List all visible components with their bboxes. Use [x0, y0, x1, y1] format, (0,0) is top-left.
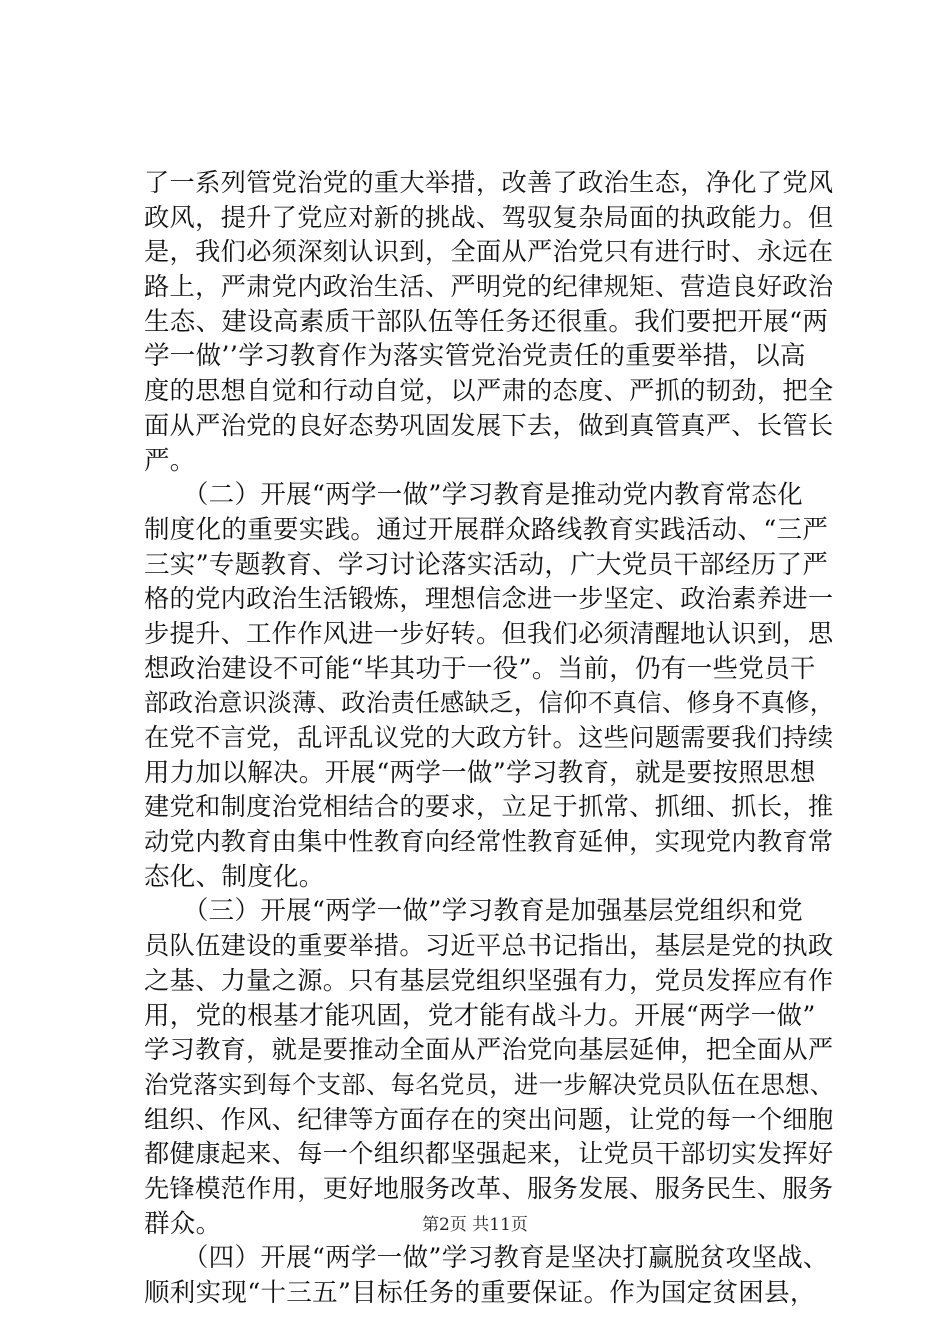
- text-line: 部政治意识淡薄、政治责任感缺乏，信仰不真信、修身不真修，: [144, 688, 835, 718]
- text-line: 态化、制度化。: [144, 861, 325, 892]
- text-line: 格的党内政治生活锻炼，理想信念进一步坚定、政治素养进一: [144, 584, 834, 614]
- text-line: 在党不言党，乱评乱议党的大政方针。这些问题需要我们持续: [144, 723, 834, 752]
- text-line: 学一做’’学习教育作为落实管党治党责任的重要举措，以高: [144, 341, 806, 372]
- text-line: 三实”专题教育、学习讨论落实活动，广大党员干部经历了严: [144, 549, 829, 580]
- text-line: （二）开展“两学一做”学习教育是推动党内教育常态化: [144, 480, 803, 511]
- text-line: （三）开展“两学一做”学习教育是加强基层党组织和党: [144, 896, 803, 927]
- text-line: 之基、力量之源。只有基层党组织坚强有力，党员发挥应有作: [144, 965, 834, 995]
- text-line: 治党落实到每个支部、每名党员，进一步解决党员队伍在思想、: [144, 1069, 835, 1099]
- text-line: 用，党的根基才能巩固，党才能有战斗力。开展“两学一做”: [144, 1000, 816, 1031]
- text-line: 是，我们必须深刻认识到，全面从严治党只有进行时、永远在: [144, 237, 834, 267]
- text-line: 员队伍建设的重要举措。习近平总书记指出，基层是党的执政: [144, 931, 834, 961]
- text-line: 都健康起来、每一个组织都坚强起来，让党员干部切实发挥好: [144, 1139, 834, 1169]
- text-line: 学习教育，就是要推动全面从严治党向基层延伸，把全面从严: [144, 1035, 834, 1065]
- text-line: 了一系列管党治党的重大举措，改善了政治生态，净化了党风: [144, 168, 834, 197]
- text-line: 用力加以解决。开展“两学一做”学习教育，就是要按照思想: [144, 757, 816, 788]
- text-line: 步提升、工作作风进一步好转。但我们必须清醒地认识到，思: [144, 618, 834, 648]
- text-line: 路上，严肃党内政治生活、严明党的纪律规矩、营造良好政治: [144, 272, 834, 302]
- text-line: 想政治建设不可能“毕其功于一役”。当前，仍有一些党员干: [144, 653, 816, 684]
- text-line: 群众。: [144, 1208, 222, 1239]
- text-line: 生态、建设高素质干部队伍等任务还很重。我们要把开展“两: [144, 306, 829, 337]
- text-line: 政风，提升了党应对新的挑战、驾驭复杂局面的执政能力。但: [144, 202, 834, 232]
- text-line: （四）开展“两学一做”学习教育是坚决打赢脱贫攻坚战、: [144, 1243, 829, 1274]
- text-line: 先锋模范作用，更好地服务改革、服务发展、服务民生、服务: [144, 1173, 834, 1203]
- text-line: 组织、作风、纪律等方面存在的突出问题，让党的每一个细胞: [144, 1104, 834, 1134]
- text-line: 面从严治党的良好态势巩固发展下去，做到真管真严、长管长: [144, 410, 834, 440]
- text-line: 制度化的重要实践。通过开展群众路线教育实践活动、“三严: [144, 514, 829, 545]
- text-line: 度的思想自觉和行动自觉，以严肃的态度、严抓的韧劲，把全: [144, 376, 834, 406]
- page-footer: 第2页 共11页: [422, 1215, 528, 1235]
- text-line: 顺利实现“十三五”目标任务的重要保证。作为国定贫困县，: [144, 1278, 816, 1308]
- text-line: 动党内教育由集中性教育向经常性教育延伸，实现党内教育常: [144, 827, 834, 857]
- document-body: [144, 166, 834, 1311]
- text-line: 建党和制度治党相结合的要求，立足于抓常、抓细、抓长，推: [144, 792, 834, 822]
- text-line: 严。: [144, 445, 196, 476]
